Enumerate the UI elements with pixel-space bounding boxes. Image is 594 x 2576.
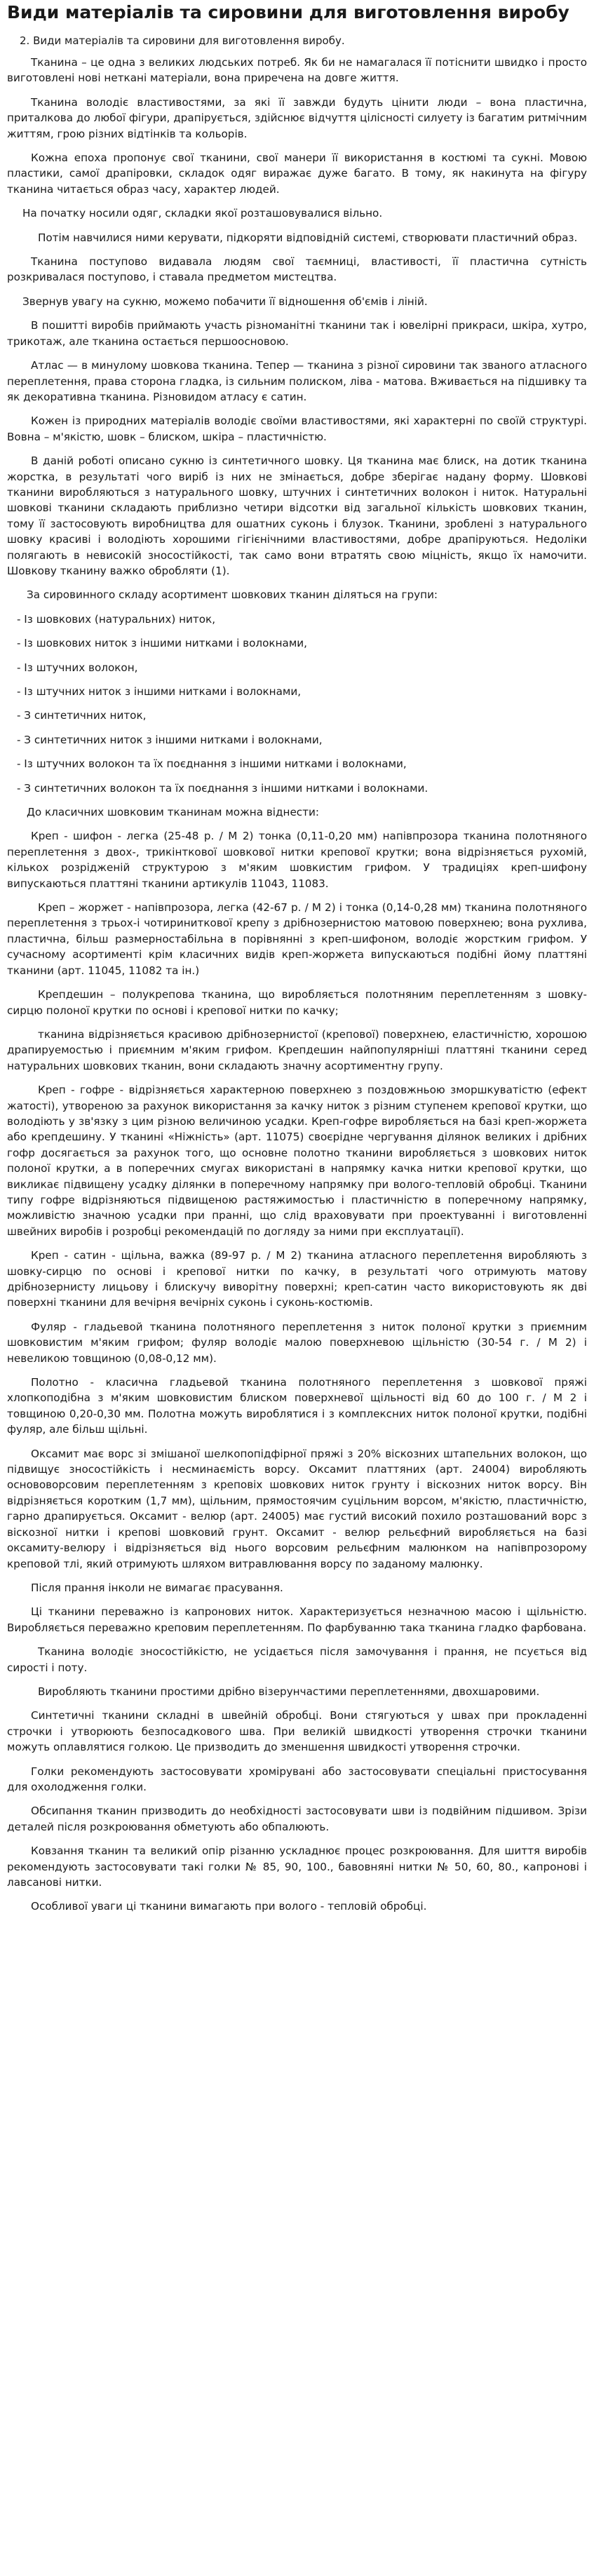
page-title: Види матеріалів та сировини для виготовлення виробу xyxy=(7,2,569,22)
paragraph: Кожна епоха пропонує свої тканини, свої манери її використання в костюмі та сукні. Мовою пластики, самої драпіровки, складок одяг виражає дуже багато. В тому, як накинута на фігуру тканина читається образ часу, характер людей. xyxy=(7,151,587,196)
list-item: - Із шовкових (натуральних) ниток, xyxy=(17,612,216,626)
paragraph: Креп - сатин - щільна, важка (89-97 р. / М 2) тканина атласного переплетення виробляють з шовку-сирцю по основі і крепової нитки по качку, в результаті чого отримують матову дрібнозернисту лицьову і блискучу виворітну поверхні; креп-сатин часто використовують як дві поверхні тканини для вечірня вечірніх суконь і суконь-костюмів. xyxy=(7,1249,587,1309)
paragraph: Голки рекомендують застосовувати хромірувані або застосовувати спеціальні пристосування для охолодження голки. xyxy=(7,1765,587,1793)
list-item: - Із штучних волокон, xyxy=(17,661,138,674)
paragraph: Полотно - класична гладьевой тканина полотняного переплетення з шовкової пряжі хлопкоподібна з м'яким шовковистим блиском поверхневої щільності від 60 до 100 г. / М 2 і товщиною 0,20-0,30 мм. Полотна можуть вироблятися і з комплексних ниток полоної крутки, подібні фуляр, але більш щільні. xyxy=(7,1376,587,1436)
paragraph: Фуляр - гладьевой тканина полотняного переплетення з ниток полоної крутки з приємним шовковистим м'яким грифом; фуляр володіє малою поверхневою щільністю (30-54 г. / М 2) і невеликою товщиною (0,08-0,12 мм). xyxy=(7,1320,587,1365)
paragraph: Тканина володіє властивостями, за які її завжди будуть цінити люди – вона пластична, приталкова до любої фігури, драпірується, здійснює відчуття цілісності силуету із багатим ритмічним життям, грою різних відтінків та кольорів. xyxy=(7,95,587,140)
list-item: - Із штучних волокон та їх поєднання з іншими нитками і волокнами, xyxy=(17,757,407,771)
paragraph: Креп – жоржет - напівпрозора, легка (42-67 р. / М 2) і тонка (0,14-0,28 мм) тканина полотняного переплетення з трьох-і чотириниткової крепу з дрібнозернистою матовою поверхнею; вона рухлива, пластична, більш размерностабільна в порівнянні з креп-шифоном, володіє жорстким грифом. У сучасному асортименті крім класичних видів креп-жоржета випускаються подібні йому платтяні тканини (арт. 11045, 11082 та ін.) xyxy=(7,901,587,977)
list-item: - З синтетичних ниток з іншими нитками і волокнами, xyxy=(17,733,323,746)
paragraph: Кожен із природних матеріалів володіє своїми властивостями, які характерні по своїй структурі. Вовна – м'якістю, шовк – блиском, шкіра – пластичністю. xyxy=(7,414,587,443)
paragraph: Оксамит має ворс зі змішаної шелкопопідфірної пряжі з 20% віскозних штапельних волокон, що підвищує зносостійкість і несминаємість ворсу. Оксамит платтяних (арт. 24004) виробляють основоворсовим переплетенням з креповіх шовкових ниток грунту і віскозних ниток ворсу. Він відрізняється коротким (1,7 мм), щільним, прямостоячим суцільним ворсом, м'якістю, пластичністю, гарно драпирується. Оксамит - велюр (арт. 24005) має густий високий похило розташований ворс з віскозної нитки і крепові шовковий грунт. Оксамит - велюр рельєфний виробляється на базі оксамиту-велюру і відрізняється від нього ворсовим рельєфним малюнком на напівпрозорому креповой тлі, який отримують шляхом витравлювання ворсу по заданому малюнку. xyxy=(7,1447,587,1570)
paragraph: Особливої уваги ці тканини вимагають при волого - тепловій обробці. xyxy=(31,1900,427,1913)
list-item: - З синтетичних ниток, xyxy=(17,709,147,722)
list-item: - Із шовкових ниток з іншими нитками і волокнами, xyxy=(17,637,307,650)
paragraph: Атлас — в минулому шовкова тканина. Тепер — тканина з різної сировини так званого атласного переплетення, права сторона гладка, із сильним полиском, лiва - матова. Вживається на підшивку та як декоративна тканина. Різновидом атласу є сатин. xyxy=(7,359,587,403)
paragraph: Звернув увагу на сукню, можемо побачити її відношення об'ємів і ліній. xyxy=(22,295,428,308)
paragraph: Обсипання тканин призводить до необхідності застосовувати шви із подвійним підшивом. Зрізи деталей після розкроювання обметують або обпалюють. xyxy=(7,1805,587,1833)
paragraph: На початку носили одяг, складки якої розташовувалися вільно. xyxy=(22,207,383,220)
paragraph: Після прання інколи не вимагає прасування. xyxy=(31,1581,283,1594)
paragraph: Тканина володіє зносостійкістю, не усідається після замочування і прання, не псується від сирості і поту. xyxy=(7,1645,587,1674)
paragraph: Ці тканини переважно із капронових ниток. Характеризується незначною масою і щільністю. Виробляється переважно креповим переплетенням. По фарбуванню така тканина гладко фарбована. xyxy=(7,1605,587,1634)
paragraph: Креп - шифон - легка (25-48 р. / М 2) тонка (0,11-0,20 мм) напівпрозора тканина полотняного переплетення з двох-, трикінткової шовкової нитки крепової крутки; вона відрізняється рухомій, кількох розрідженій структурою з м'яким шовкистим грифом. У традиціях креп-шифону випускаються платтяні тканини артикулів 11043, 11083. xyxy=(7,830,587,890)
paragraph: Крепдешин – полукрепова тканина, що виробляється полотняним переплетенням з шовку-сирцю полоної крутки по основі і крепової нитки по качку; xyxy=(7,988,587,1017)
paragraph: Тканина – це одна з великих людських потреб. Як би не намагалася її потіснити швидко і просто виготовлені нові неткані матеріали, вона приречена на довге життя. xyxy=(7,56,587,85)
paragraph: Ковзання тканин та великий опір різанню ускладнює процес розкроювання. Для шиття виробів рекомендують застосовувати такі голки № 85, 90, 100., бавовняні нитки № 50, 60, 80., капронові і лавсанові нитки. xyxy=(7,1845,587,1889)
paragraph: Синтетичні тканини складні в швейній обробці. Вони стягуються у швах при прокладенні строчки і утворюють безпосадкового шва. При великій швидкості утворення строчки тканини можуть оплавлятися голкою. Це призводить до зменшення швидкості утворення строчки. xyxy=(7,1709,587,1754)
paragraph: тканина відрізняється красивою дрібнозернистої (крепової) поверхнею, еластичністю, хорошою драпируемостью і приємним м'яким грифом. Крепдешин найпопулярніші платтяні тканини серед натуральних шовкових тканин, вони складають значну асортиментну групу. xyxy=(7,1027,587,1072)
paragraph: Потім навчилися ними керувати, підкоряти відповідній системі, створювати пластичний образ. xyxy=(38,231,578,244)
list-heading: За сировинного складу асортимент шовкових тканин діляться на групи: xyxy=(27,588,438,602)
paragraph: Виробляють тканини простими дрібно візерунчастими переплетеннями, двохшаровими. xyxy=(38,1685,540,1698)
paragraph: Креп - гофре - відрізняється характерною поверхнею з поздовжньою зморшкуватістю (ефект жатості), утвореною за рахунок використання за качку ниток з різним ступенем крепової крутки, що володіють у зв'язку з цим різною величиною усадки. Креп-гофре виробляється на базі креп-жоржета або крепдешину. У тканині «Ніжність» (арт. 11075) своєрідне чергування ділянок великих і дрібних гофр досягається за рахунок того, що основне полотно тканини виробляється з шовкових ниток полоної крутки, а в поперечних смугах використані в напрямку качка нитки крепової крутки, що викликає підвищену усадку ділянки в поперечному напрямку при волого-тепловій обробці. Тканини типу гофре відрізняються підвищеною растяжимостью і пластичністю в поперечному напрямку, можливістю значною усадки при пранні, що слід враховувати при проектуванні і виготовленні швейних виробів і розробці рекомендацій по догляду за ними при експлуатації). xyxy=(7,1084,587,1238)
section-heading: 2. Види матеріалів та сировини для виготовлення виробу. xyxy=(20,34,345,47)
paragraph: Тканина поступово видавала людям свої таємниці, властивості, її пластична сутність розкривалася поступово, і ставала предметом мистецтва. xyxy=(7,255,587,284)
classic-heading: До класичних шовковим тканинам можна віднести: xyxy=(27,806,319,819)
paragraph: В пошитті виробів приймають участь різноманітні тканини так і ювелірні прикраси, шкіра, хутро, трикотаж, але тканина остається першоосновою. xyxy=(7,319,587,348)
list-item: - Із штучних ниток з іншими нитками і волокнами, xyxy=(17,685,302,698)
paragraph: В даній роботі описано сукню із синтетичного шовку. Ця тканина має блиск, на дотик тканина жорстка, в результаті чого виріб із них не змінається, добре зберігає надану форму. Шовкові тканини виробляються з натурального шовку, штучних і синтетичних волокон і ниток. Натуральні шовкові тканини складають приблизно четири відсотки від загальної кількість шовкових тканин, тому її застосовують виробництва для ошатних суконь і блузок. Тканини, зроблені з натурального шовку красиві і володіють хорошими гігієнічними властивостями, добре драпіруються. Недоліки полягають в невисокій зносостійкості, так само вони втратять свою міцність, якщо їх намочити. Шовкову тканину важко обробляти (1). xyxy=(7,454,587,577)
list-item: - З синтетичних волокон та їх поєднання з іншими нитками і волокнами. xyxy=(17,781,428,795)
